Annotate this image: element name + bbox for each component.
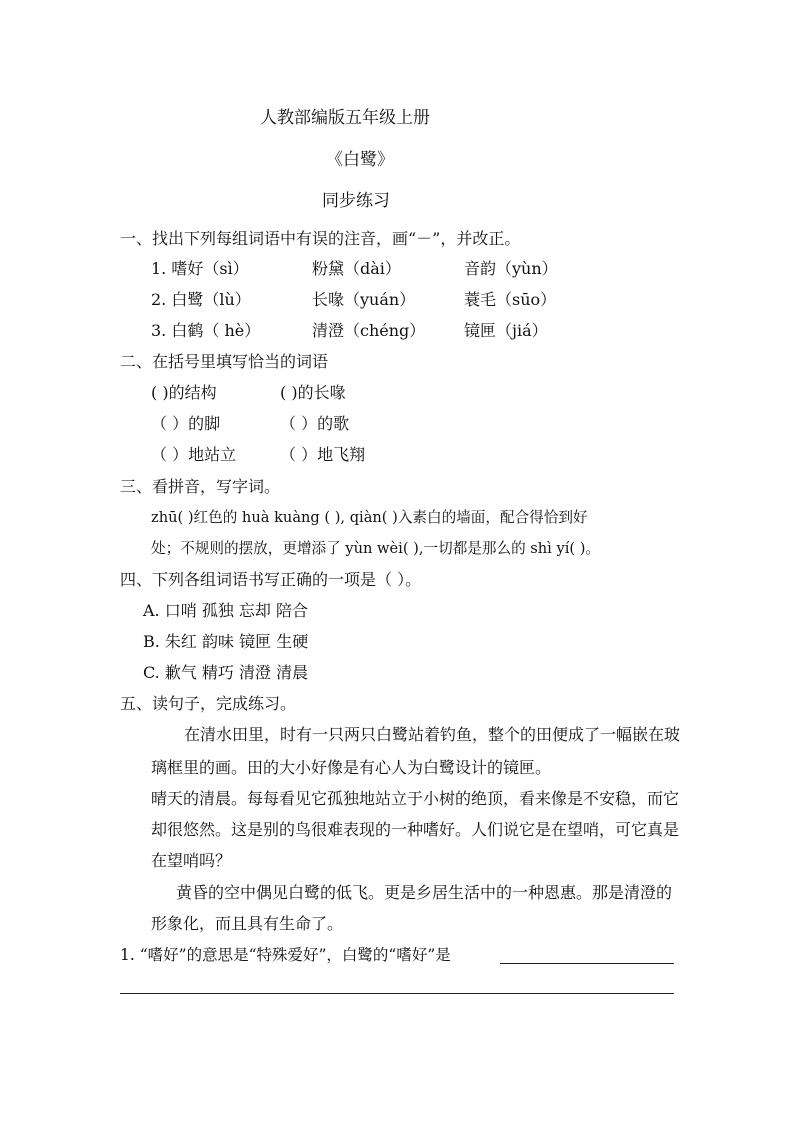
question-1: 1. “嗜好”的意思是“特殊爱好”，白鹭的“嗜好”是 bbox=[120, 946, 451, 964]
passage-line: 黄昏的空中偶见白鹭的低飞。更是乡居生活中的一种恩惠。那是清澄的 bbox=[176, 883, 673, 902]
answer-line bbox=[120, 993, 674, 994]
sec1-item: 蓑毛（sūo） bbox=[464, 290, 557, 309]
sec1-item: 粉黛（dài） bbox=[312, 259, 401, 278]
sec2-item: ( )的长喙 bbox=[280, 383, 346, 402]
sec1-item: 音韵（yùn） bbox=[464, 259, 558, 278]
sec1-item: 长喙（yuán） bbox=[312, 290, 416, 309]
section-4-heading: 四、下列各组词语书写正确的一项是（ ）。 bbox=[120, 570, 422, 589]
worksheet-title: 人教部编版五年级上册 bbox=[260, 108, 430, 128]
passage-line: 在清水田里，时有一只两只白鹭站着钓鱼，整个的田便成了一幅嵌在玻 bbox=[184, 725, 681, 744]
passage-line: 璃框里的画。田的大小好像是有心人为白鹭设计的镜匣。 bbox=[151, 758, 552, 777]
section-3-heading: 三、看拼音，写字词。 bbox=[120, 477, 281, 496]
sec1-item: 2. 白鹭（lù） bbox=[151, 290, 251, 309]
sec1-item: 清澄（chéng） bbox=[312, 321, 426, 340]
sec2-item: （ ）地飞翔 bbox=[280, 445, 366, 464]
section-2-heading: 二、在括号里填写恰当的词语 bbox=[120, 352, 329, 371]
passage-line: 却很悠然。这是别的鸟很难表现的一种嗜好。人们说它是在望哨，可它真是 bbox=[151, 820, 680, 839]
sec2-item: （ ）地站立 bbox=[151, 445, 237, 464]
answer-blank bbox=[500, 963, 674, 964]
section-1-heading: 一、找出下列每组词语中有误的注音，画“－”，并改正。 bbox=[120, 229, 521, 248]
passage-line: 在望哨吗？ bbox=[151, 851, 232, 870]
sec2-item: （ ）的歌 bbox=[280, 414, 350, 433]
worksheet-subtitle: 同步练习 bbox=[322, 191, 390, 211]
sec2-item: ( )的结构 bbox=[151, 383, 217, 402]
sec1-item: 3. 白鹤（ hè） bbox=[151, 321, 261, 340]
passage-line: 形象化，而且具有生命了。 bbox=[151, 914, 344, 933]
sec3-line-2: 处；不规则的摆放，更增添了 yùn wèi( ),一切都是那么的 shì yí( )。 bbox=[151, 540, 601, 557]
passage-line: 晴天的清晨。每每看见它孤独地站立于小树的绝顶，看来像是不安稳，而它 bbox=[151, 789, 680, 808]
sec2-item: （ ）的脚 bbox=[151, 414, 221, 433]
option-a: A. 口哨 孤独 忘却 陪合 bbox=[143, 601, 308, 620]
lesson-title: 《白鹭》 bbox=[326, 150, 394, 170]
option-b: B. 朱红 韵味 镜匣 生硬 bbox=[143, 632, 309, 651]
section-5-heading: 五、读句子，完成练习。 bbox=[120, 694, 297, 713]
sec1-item: 1. 嗜好（sì） bbox=[151, 259, 249, 278]
sec3-line-1: zhū( )红色的 huà kuàng ( ), qiàn( )入素白的墙面，配合得恰到好 bbox=[151, 509, 588, 526]
sec1-item: 镜匣（jiá） bbox=[464, 321, 548, 340]
option-c: C. 歉气 精巧 清澄 清晨 bbox=[143, 663, 309, 682]
